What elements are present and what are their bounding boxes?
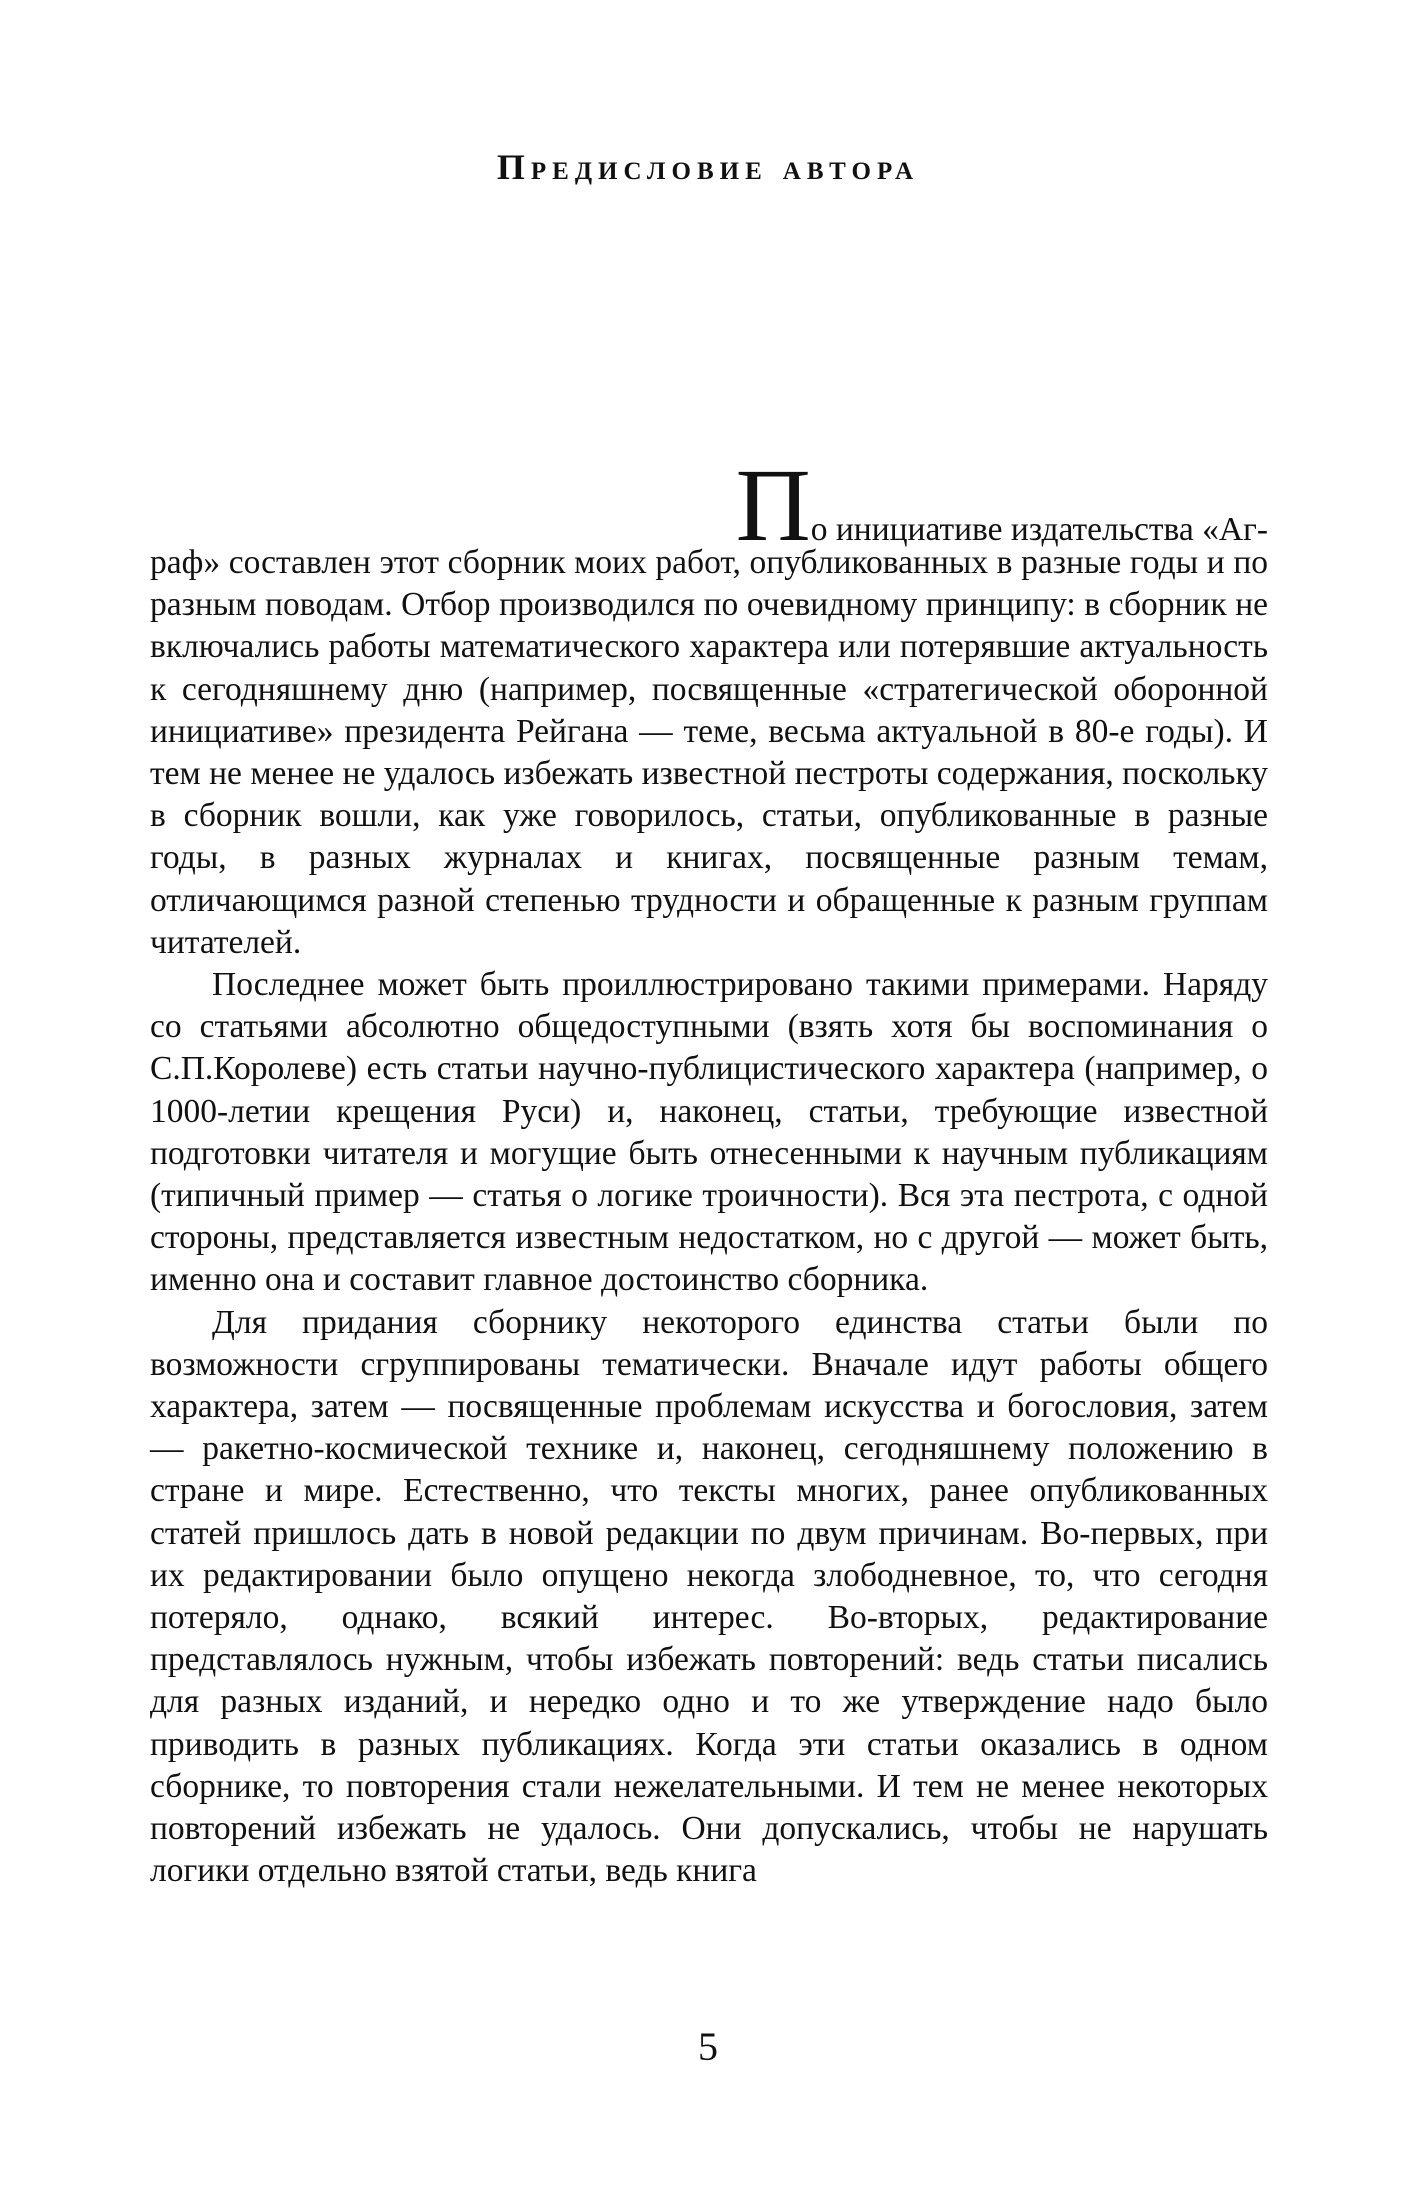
page-number: 5 xyxy=(698,2024,718,2069)
drop-cap: П xyxy=(735,448,811,563)
paragraph-3: Для придания сборнику некоторого единства статьи были по возможности сгруппированы тематически. Вначале идут работы общего характера, затем — посвященные проблемам искусства и богословия, затем — ракетно-космической технике и, наконец, сегодняшнему положению в стране и мире. Естественно, что тексты многих, ранее опубликованных статей пришлось дать в новой редакции по двум причинам. Во-первых, при их редактировании было опущено некогда злободневное, то, что сегодня потеряло, однако, всякий интерес. Во-вторых, редактирование представлялось нужным, чтобы избежать повторений: ведь статьи писались для разных изданий, и нередко одно и то же утверждение надо было приводить в разных публикациях. Когда эти статьи оказались в одном сборнике, то повторения стали нежелательными. И тем не менее некоторых повторений избежать не удалось. Они допускались, чтобы не нарушать логики отдельно взятой статьи, ведь книга xyxy=(150,1303,1268,1890)
chapter-title: Предисловие автора xyxy=(496,147,920,187)
first-line-rest: о инициативе издательства «Аг- xyxy=(810,511,1268,548)
paragraph-1: раф» составлен этот сборник моих работ, опубликованных в разные годы и по разным поводам. Отбор производился по очевидному принципу: в сборник не включались работы математического характера или потерявшие актуальность к сегодняшнему дню (например, посвященные «стратегической оборонной инициативе» президента Рейгана — теме, весьма актуальной в 80-е годы). И тем не менее не удалось избежать известной пестроты содержания, поскольку в сборник вошли, как уже говорилось, статьи, опубликованные в разные годы, в разных журналах и книгах, посвященные разным темам, отличающимся разной степенью трудности и обращенные к разным группам читателей. xyxy=(150,544,1268,961)
opening-line xyxy=(150,448,1268,563)
body-text xyxy=(150,448,1268,1893)
paragraph-2: Последнее может быть проиллюстрировано такими примерами. Наряду со статьями абсолютно общедоступными (взять хотя бы воспоминания о С.П.Королеве) есть статьи научно-публицистического характера (например, о 1000-летии крещения Руси) и, наконец, статьи, требующие известной подготовки читателя и могущие быть отнесенными к научным публикациям (типичный пример — статья о логике троичности). Вся эта пестрота, с одной стороны, представляется известным недостатком, но с другой — может быть, именно она и составит главное достоинство сборника. xyxy=(150,966,1268,1299)
